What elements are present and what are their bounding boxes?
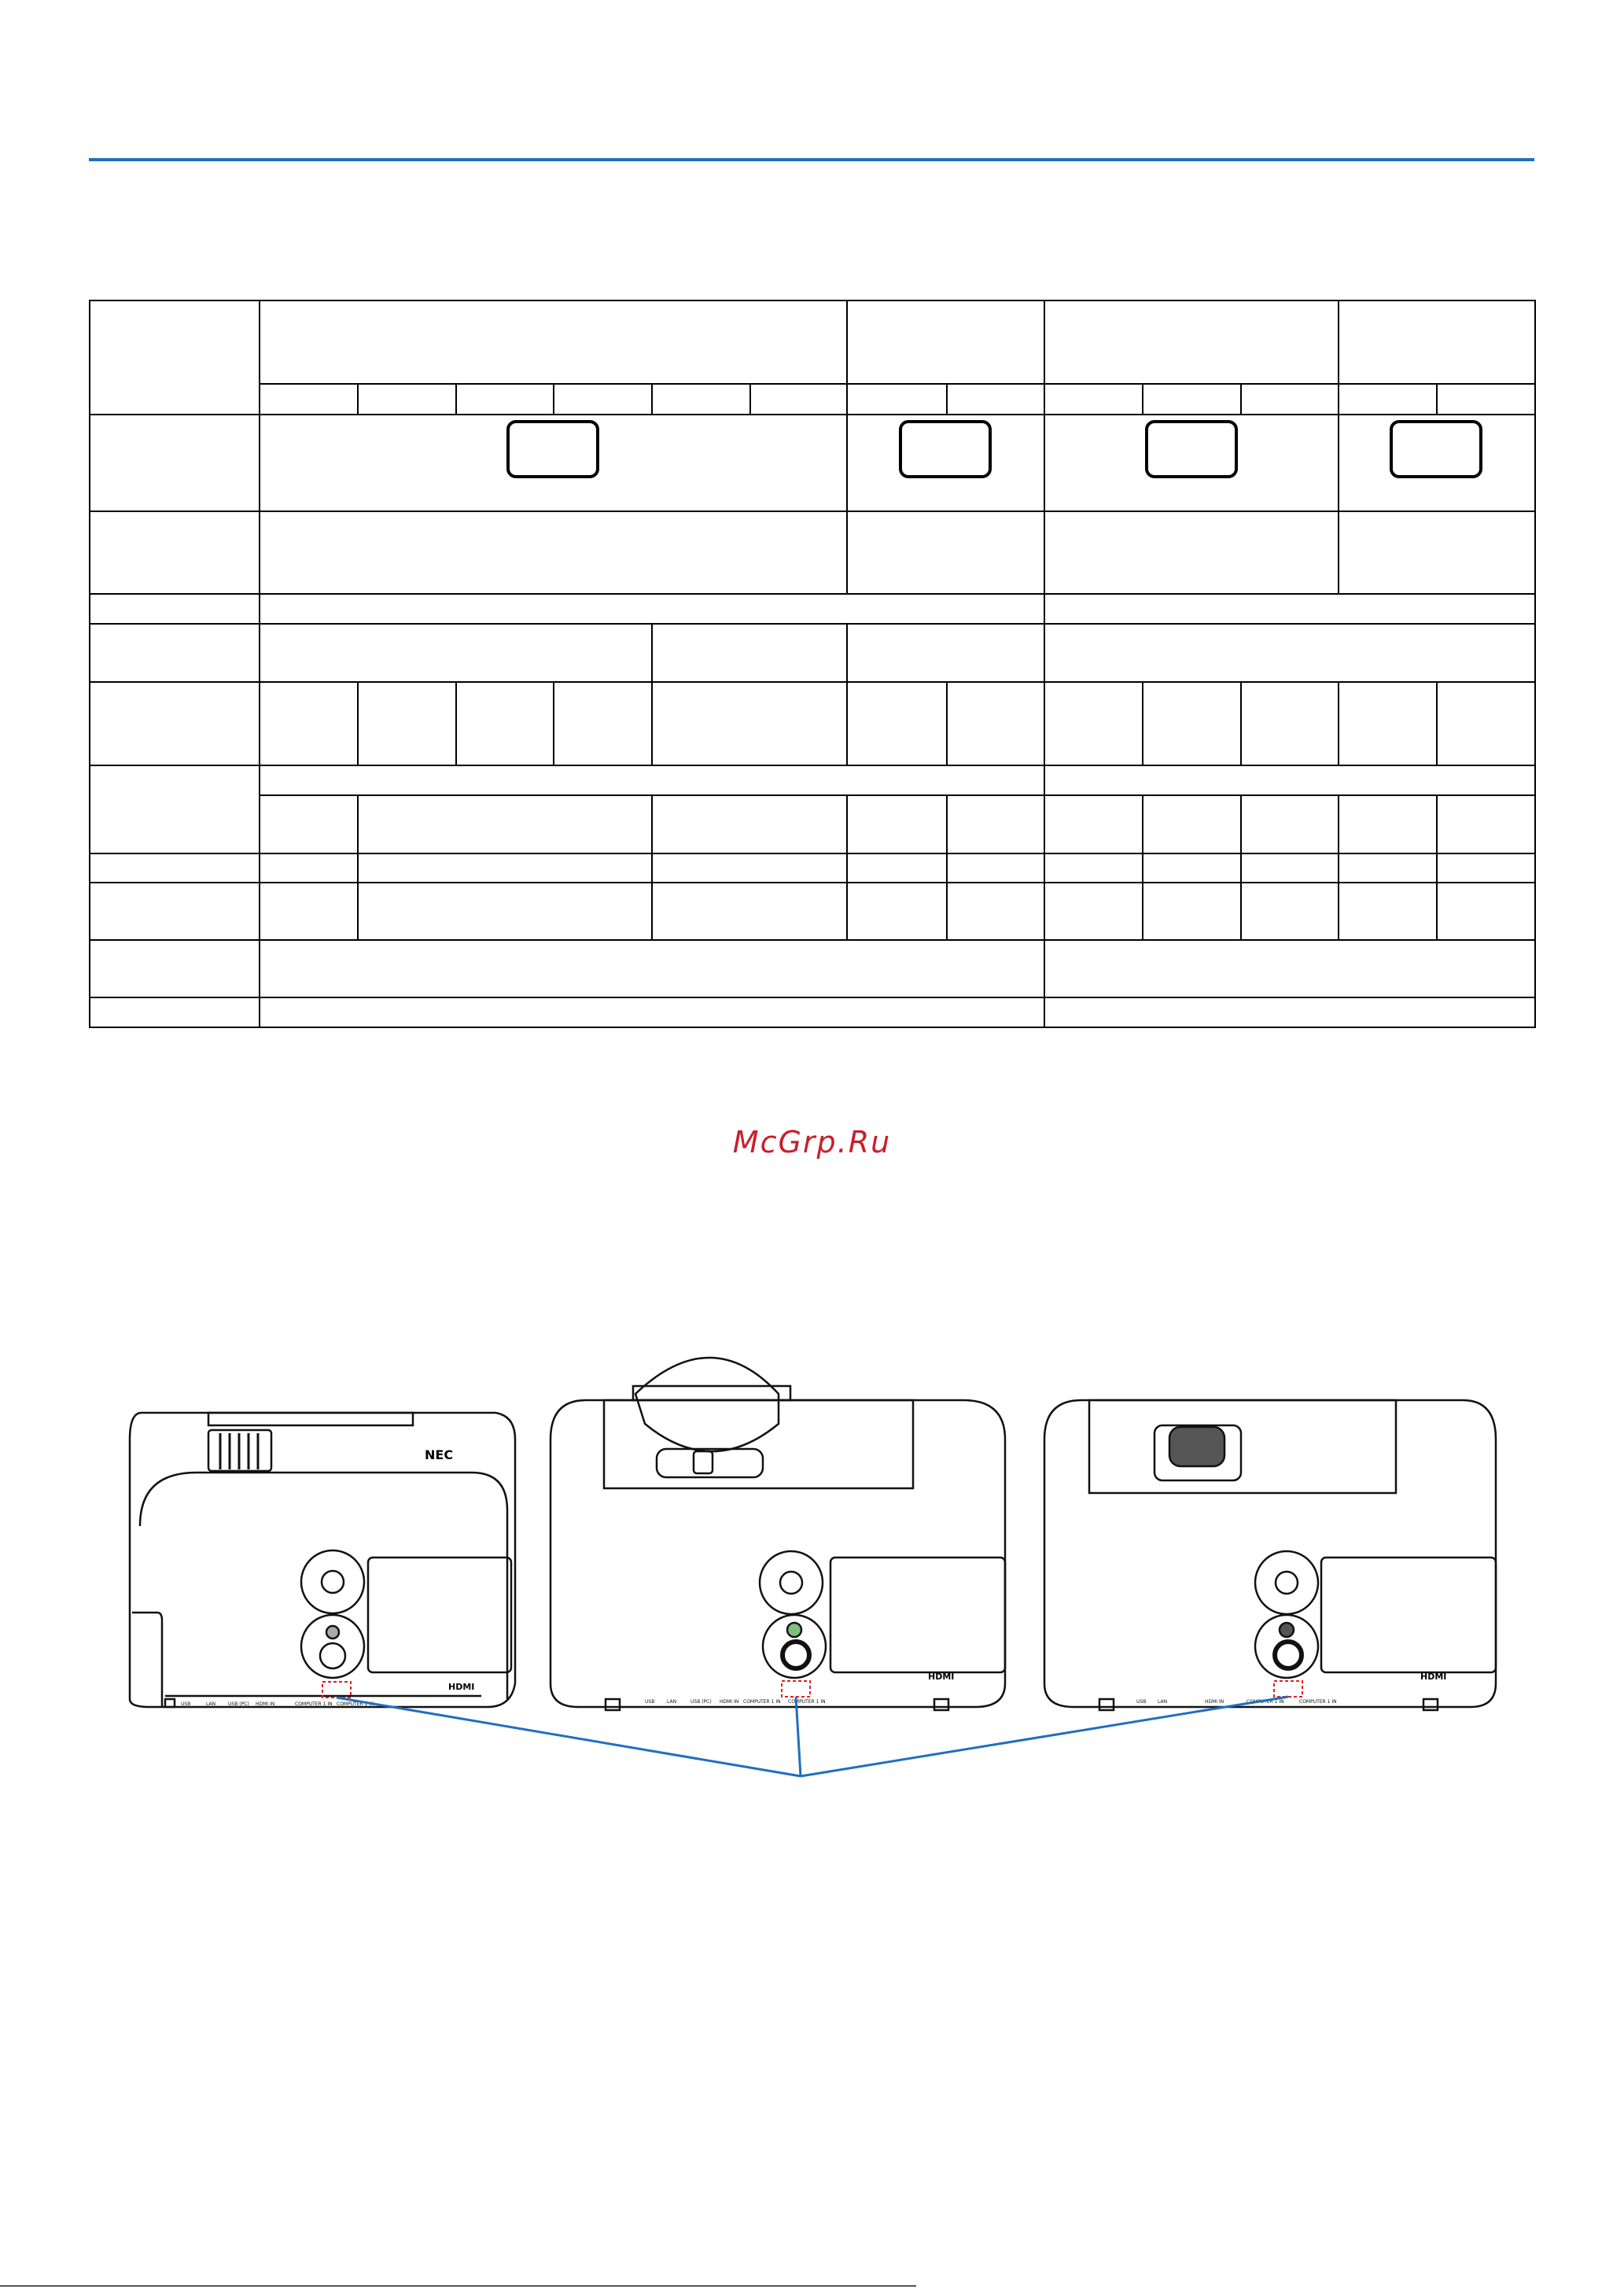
projector-3-lens-dial [1169,1427,1224,1466]
projector-2-source-button [787,1623,801,1637]
projector-1-power-button [320,1643,345,1668]
projector-3 [1044,1400,1496,1710]
p1-port-1: LAN [206,1701,216,1707]
projector-2-dpad [760,1551,823,1614]
p2-port-0: USB [645,1699,655,1705]
callout-line-1 [337,1698,801,1776]
footer-rule [0,2285,916,2287]
projector-1-foot [165,1699,175,1707]
p2-port-4: COMPUTER 1 IN [743,1699,781,1705]
projector-1-dpad-center [322,1571,344,1593]
key-box-1 [508,422,598,477]
p1-port-3: HDMI IN [256,1701,275,1707]
p3-port-2: HDMI IN [1205,1699,1224,1705]
highlight-box-3 [1274,1681,1302,1697]
p1-port-5: COMPUTER 1 IN [337,1701,374,1707]
key-box-4 [1391,422,1481,477]
projector-2-zoom-knob [694,1451,713,1473]
row6-8-dividers [358,795,1437,940]
subheader-dividers [358,384,1437,415]
projector-2-foot-left [606,1699,620,1710]
spec-table [0,0,1624,1038]
projector-1-dpad [301,1550,364,1613]
projector-2-dpad-center [780,1572,802,1594]
table-outer-border [90,300,1535,1027]
p2-port-5: COMPUTER 1 IN [788,1699,826,1705]
projector-2 [551,1358,1005,1710]
projector-3-hdmi-logo: HDMI [1420,1672,1447,1682]
p3-port-4: COMPUTER 1 IN [1299,1699,1337,1705]
key-box-3 [1147,422,1236,477]
p2-port-3: HDMI IN [720,1699,739,1705]
callout-line-3 [801,1697,1288,1776]
projector-1-side-panel [132,1613,162,1707]
projector-3-foot-left [1099,1699,1114,1710]
projector-3-power-button [1275,1642,1302,1668]
key-box-2 [900,422,990,477]
p2-port-2: USB (PC) [690,1699,712,1705]
p1-port-4: COMPUTER 1 IN [295,1701,333,1707]
p1-port-0: USB [181,1701,191,1707]
projector-2-foot-right [934,1699,948,1710]
projector-figure [0,1337,1624,1778]
projector-1 [130,1413,515,1707]
projector-3-dpad [1255,1551,1318,1614]
projector-2-lens-dome [633,1386,790,1400]
p3-port-1: LAN [1158,1699,1168,1705]
projector-1-top-panel [208,1413,413,1425]
watermark-text: McGrp.Ru [732,1125,892,1159]
projector-3-status-panel [1321,1558,1496,1672]
projector-3-body [1044,1400,1496,1707]
row5-dividers [358,682,1437,765]
projector-3-source-button [1280,1623,1294,1637]
p3-port-0: USB [1136,1699,1147,1705]
projector-3-foot-right [1423,1699,1438,1710]
highlight-box-2 [782,1681,810,1697]
projector-2-power-button [783,1642,809,1668]
p3-port-3: COMPUTER 1 IN [1247,1699,1284,1705]
projector-1-source-button [326,1626,339,1639]
projector-1-hdmi-logo: HDMI [448,1682,475,1692]
projector-1-status-panel [368,1558,511,1672]
projector-3-dpad-center [1276,1572,1298,1594]
projector-2-status-panel [830,1558,1005,1672]
projector-2-hdmi-logo: HDMI [928,1672,955,1682]
projector-2-lens [635,1358,779,1451]
p1-port-2: USB (PC) [228,1701,249,1707]
projector-1-brand: NEC [425,1447,454,1462]
p2-port-1: LAN [667,1699,677,1705]
callout-line-2 [796,1697,801,1776]
projector-3-top-panel [1089,1400,1396,1493]
